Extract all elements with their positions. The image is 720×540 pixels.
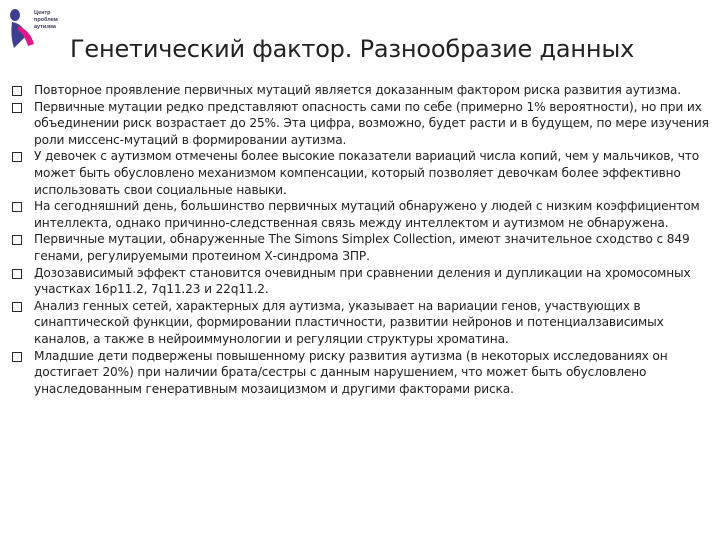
list-item (10, 265, 714, 298)
bullet-text: На сегодняшний день, большинство первичных мутаций обнаружено у людей с низким коэффициентом интеллекта, однако причинно-следственная связь между интеллектом и аутизмом не обнаружена. (34, 199, 700, 230)
bullet-text: Первичные мутации, обнаруженные The Simons Simplex Collection, имеют значительное сходство с 849 генами, регулируемыми протеином Х-синдрома ЗПР. (34, 232, 690, 263)
list-item (10, 82, 714, 99)
list-item (10, 99, 714, 149)
list-item (10, 231, 714, 264)
checkbox-bullet-icon (12, 86, 22, 96)
bullet-text: Младшие дети подвержены повышенному риску развития аутизма (в некоторых исследованиях он достигает 20%) при наличии брата/сестры с данным нарушением, что может быть обусловлено унаследованным генеративным мозаицизмом и другими факторами риска. (34, 348, 668, 396)
bullet-text: Анализ генных сетей, характерных для аутизма, указывает на вариации генов, участвующих в синаптической функции, формировании пластичности, развитии нейронов и потенциалзависимых каналов, а также в нейроиммунологии и регуляции структуры хроматина. (34, 298, 664, 346)
checkbox-bullet-icon (12, 302, 22, 312)
checkbox-bullet-icon (12, 352, 22, 362)
checkbox-bullet-icon (12, 103, 22, 113)
checkbox-bullet-icon (12, 202, 22, 212)
checkbox-bullet-icon (12, 269, 22, 279)
logo (6, 6, 76, 50)
list-item (10, 148, 714, 198)
bullet-text: У девочек с аутизмом отмечены более высокие показатели вариаций числа копий, чем у мальчиков, что может быть обусловлено механизмом компенсации, который позволяет девочкам более эффективно использовать свои социальные навыки. (34, 149, 700, 197)
list-item (10, 198, 714, 231)
logo-figure-icon (6, 6, 36, 50)
slide-title: Генетический фактор. Разнообразие данных (70, 35, 635, 63)
logo-text: Центр проблем аутизма (34, 10, 58, 30)
list-item (10, 298, 714, 348)
bullet-text: Повторное проявление первичных мутаций является доказанным фактором риска развития аутизма. (34, 83, 681, 97)
checkbox-bullet-icon (12, 235, 22, 245)
bullet-list (10, 82, 714, 397)
bullet-text: Дозозависимый эффект становится очевидным при сравнении деления и дупликации на хромосомных участках 16р11.2, 7q11.23 и 22q11.2. (34, 265, 691, 297)
checkbox-bullet-icon (12, 152, 22, 162)
bullet-text: Первичные мутации редко представляют опасность сами по себе (примерно 1% вероятности), но при их объединении риск возрастает до 25%. Эта цифра, возможно, будет расти и в будущем, по мере изучения роли миссенс-мутаций в формировании аутизма. (34, 99, 709, 147)
list-item (10, 348, 714, 398)
